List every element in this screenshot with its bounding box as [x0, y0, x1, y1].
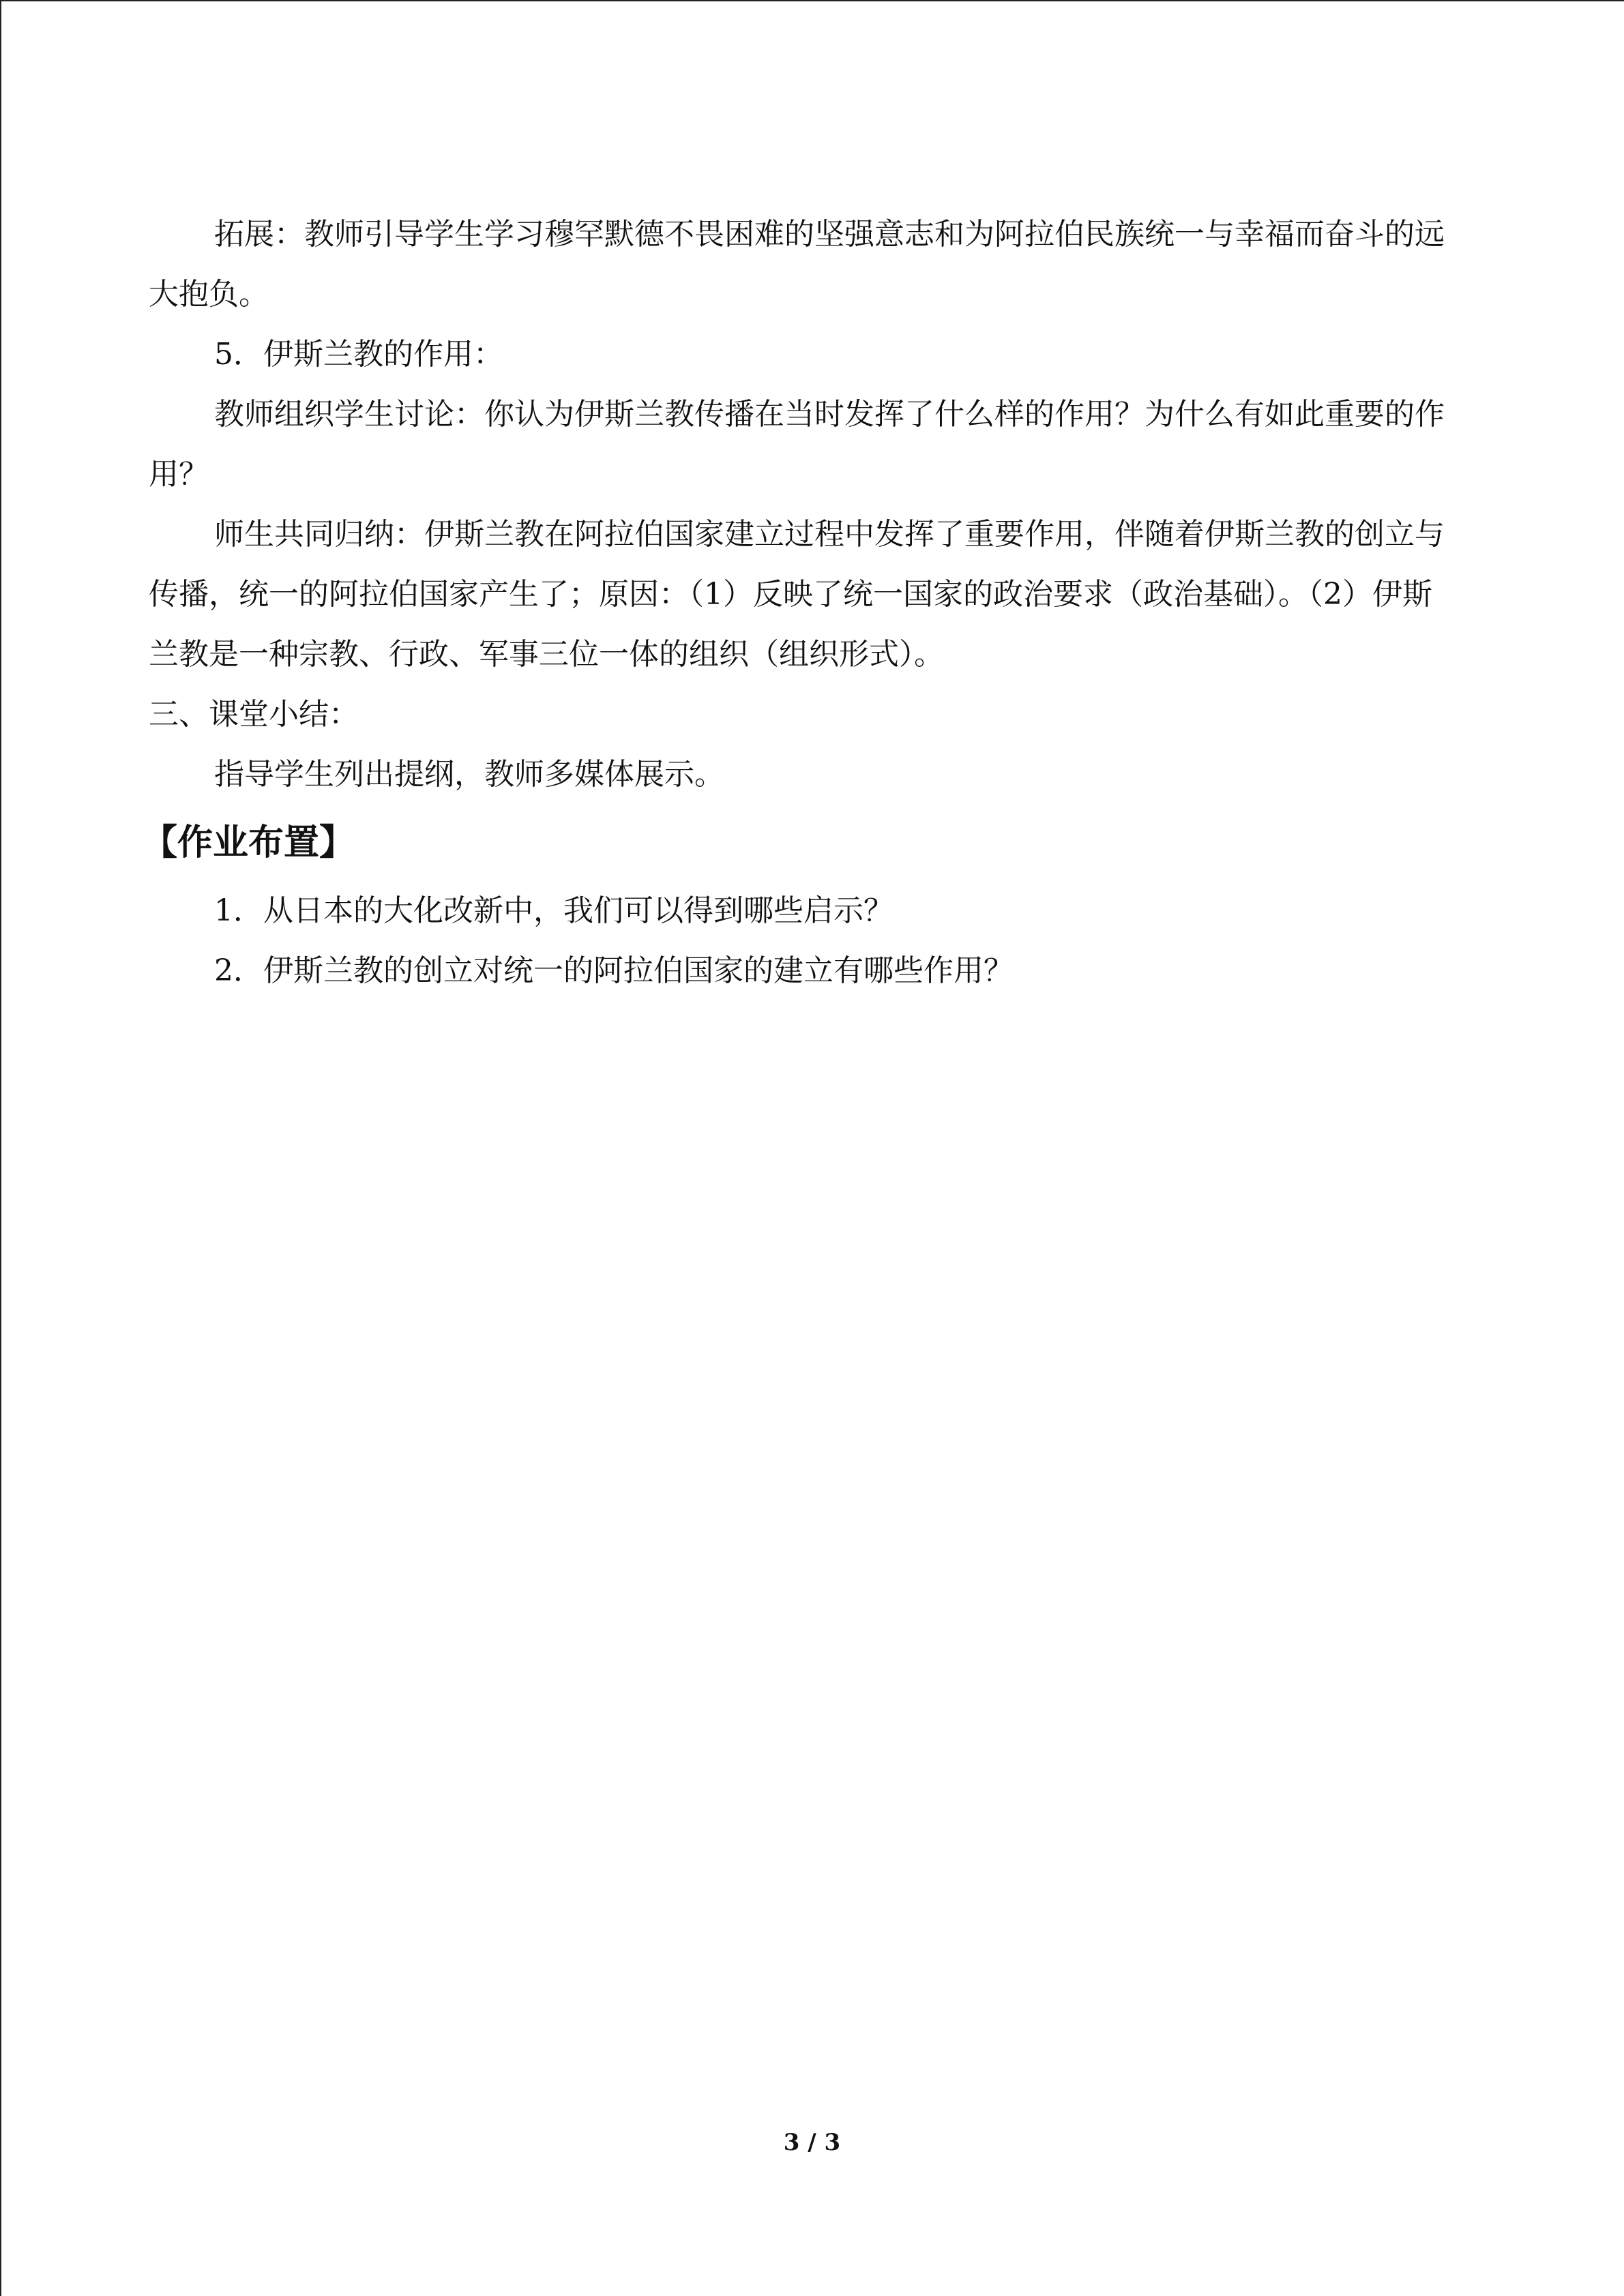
paragraph-summary: 师生共同归纳：伊斯兰教在阿拉伯国家建立过程中发挥了重要作用，伴随着伊斯兰教的创立与传播，统一的阿拉伯国家产生了；原因：（1）反映了统一国家的政治要求（政治基础）。（2）伊斯兰教是一种宗教、行政、军事三位一体的组织（组织形式）。	[149, 517, 1445, 672]
homework-item-2: 2．伊斯兰教的创立对统一的阿拉伯国家的建立有哪些作用？	[214, 953, 1014, 988]
paragraph-discussion: 教师组织学生讨论：你认为伊斯兰教传播在当时发挥了什么样的作用？为什么有如此重要的作用？	[149, 397, 1445, 492]
paragraph-extension: 拓展：教师引导学生学习穆罕默德不畏困难的坚强意志和为阿拉伯民族统一与幸福而奋斗的远大抱负。	[149, 217, 1445, 312]
paragraph-item-5-title: 5．伊斯兰教的作用：	[214, 337, 503, 372]
homework-heading: 【作业布置】	[142, 822, 355, 863]
section-classroom-summary: 三、课堂小结：	[149, 697, 359, 732]
document-body	[142, 205, 1458, 1001]
homework-item-1: 1．从日本的大化改新中，我们可以得到哪些启示？	[214, 893, 894, 928]
paragraph-outline-guide: 指导学生列出提纲，教师多媒体展示。	[214, 757, 724, 792]
page-number: 3 / 3	[783, 2129, 841, 2156]
